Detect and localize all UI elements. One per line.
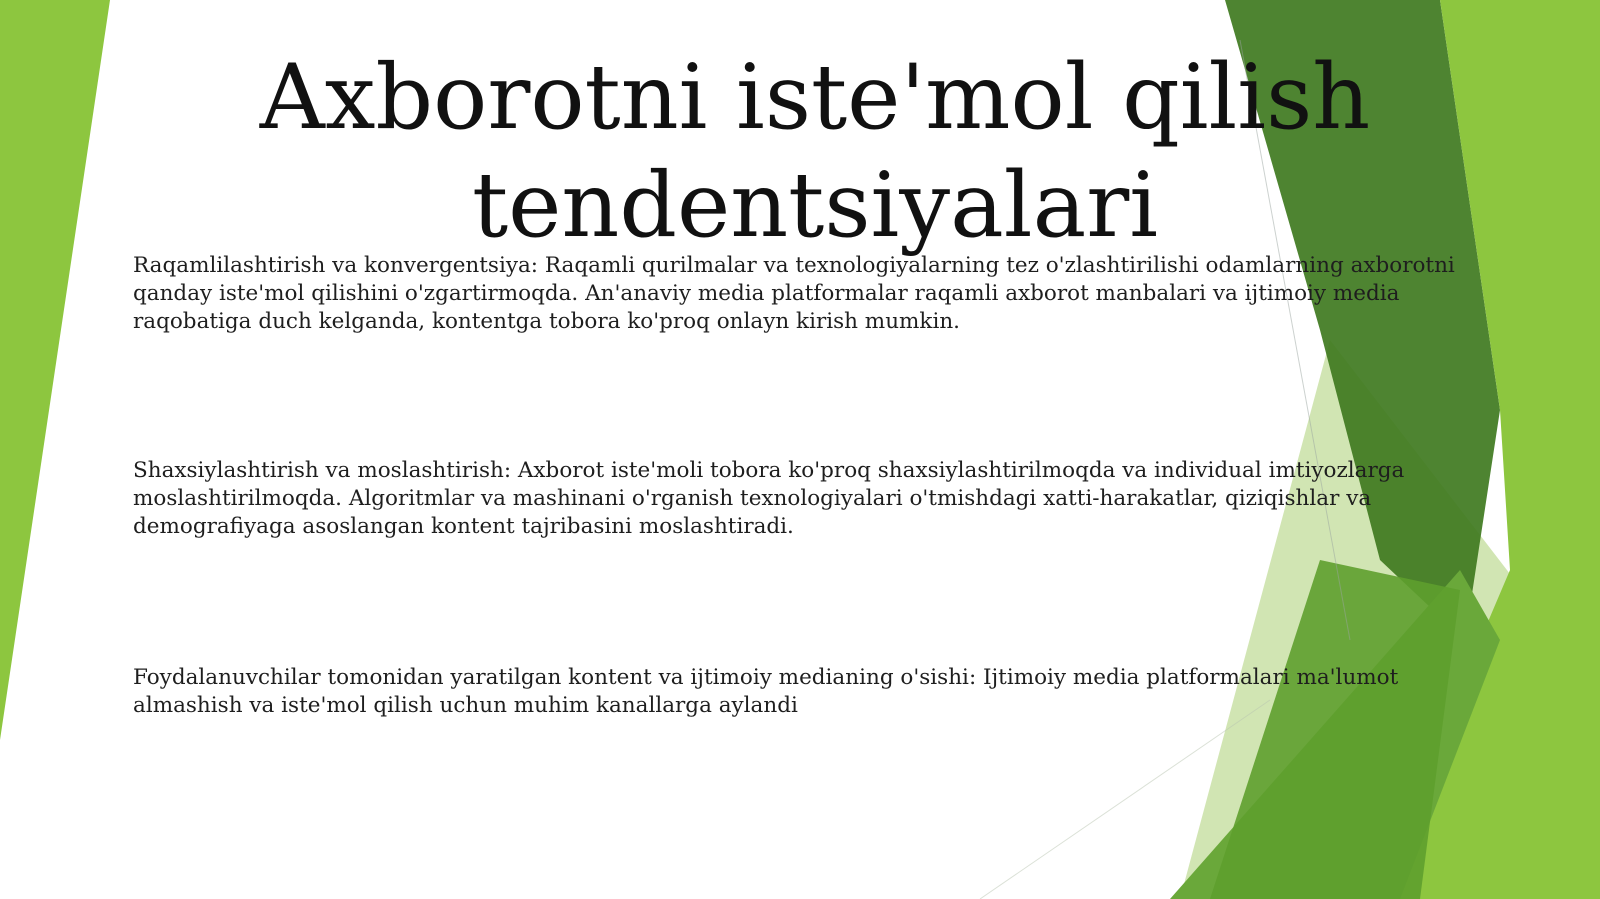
left-green-stripe [0, 0, 110, 740]
paragraph-digitalization: Raqamlilashtirish va konvergentsiya: Raqamli qurilmalar va texnologiyalarning tez o'zlashtirilishi odamlarning axborotni qanday iste'mol qilishini o'zgartirmoqda. An'anaviy media platformalar raqamli axborot manbalari va ijtimoiy media raqobatiga duch kelganda, kontentga tobora ko'proq onlayn kirish mumkin. [133, 253, 1455, 334]
paragraph-personalization: Shaxsiylashtirish va moslashtirish: Axborot iste'moli tobora ko'proq shaxsiylashtirilmoqda va individual imtiyozlarga moslashtirilmoqda. Algoritmlar va mashinani o'rganish texnologiyalari o'tmishdagi xatti-harakatlar, qiziqishlar va demografiyaga asoslangan kontent tajribasini moslashtiradi. [133, 458, 1405, 539]
slide-title: Axborotni iste'mol qilish tendentsiyalari [259, 45, 1371, 258]
paragraph-user-generated-content: Foydalanuvchilar tomonidan yaratilgan kontent va ijtimoiy medianing o'sishi: Ijtimoiy media platformalari ma'lumot almashish va iste'mol qilish uchun muhim kanallarga aylandi [133, 665, 1399, 718]
